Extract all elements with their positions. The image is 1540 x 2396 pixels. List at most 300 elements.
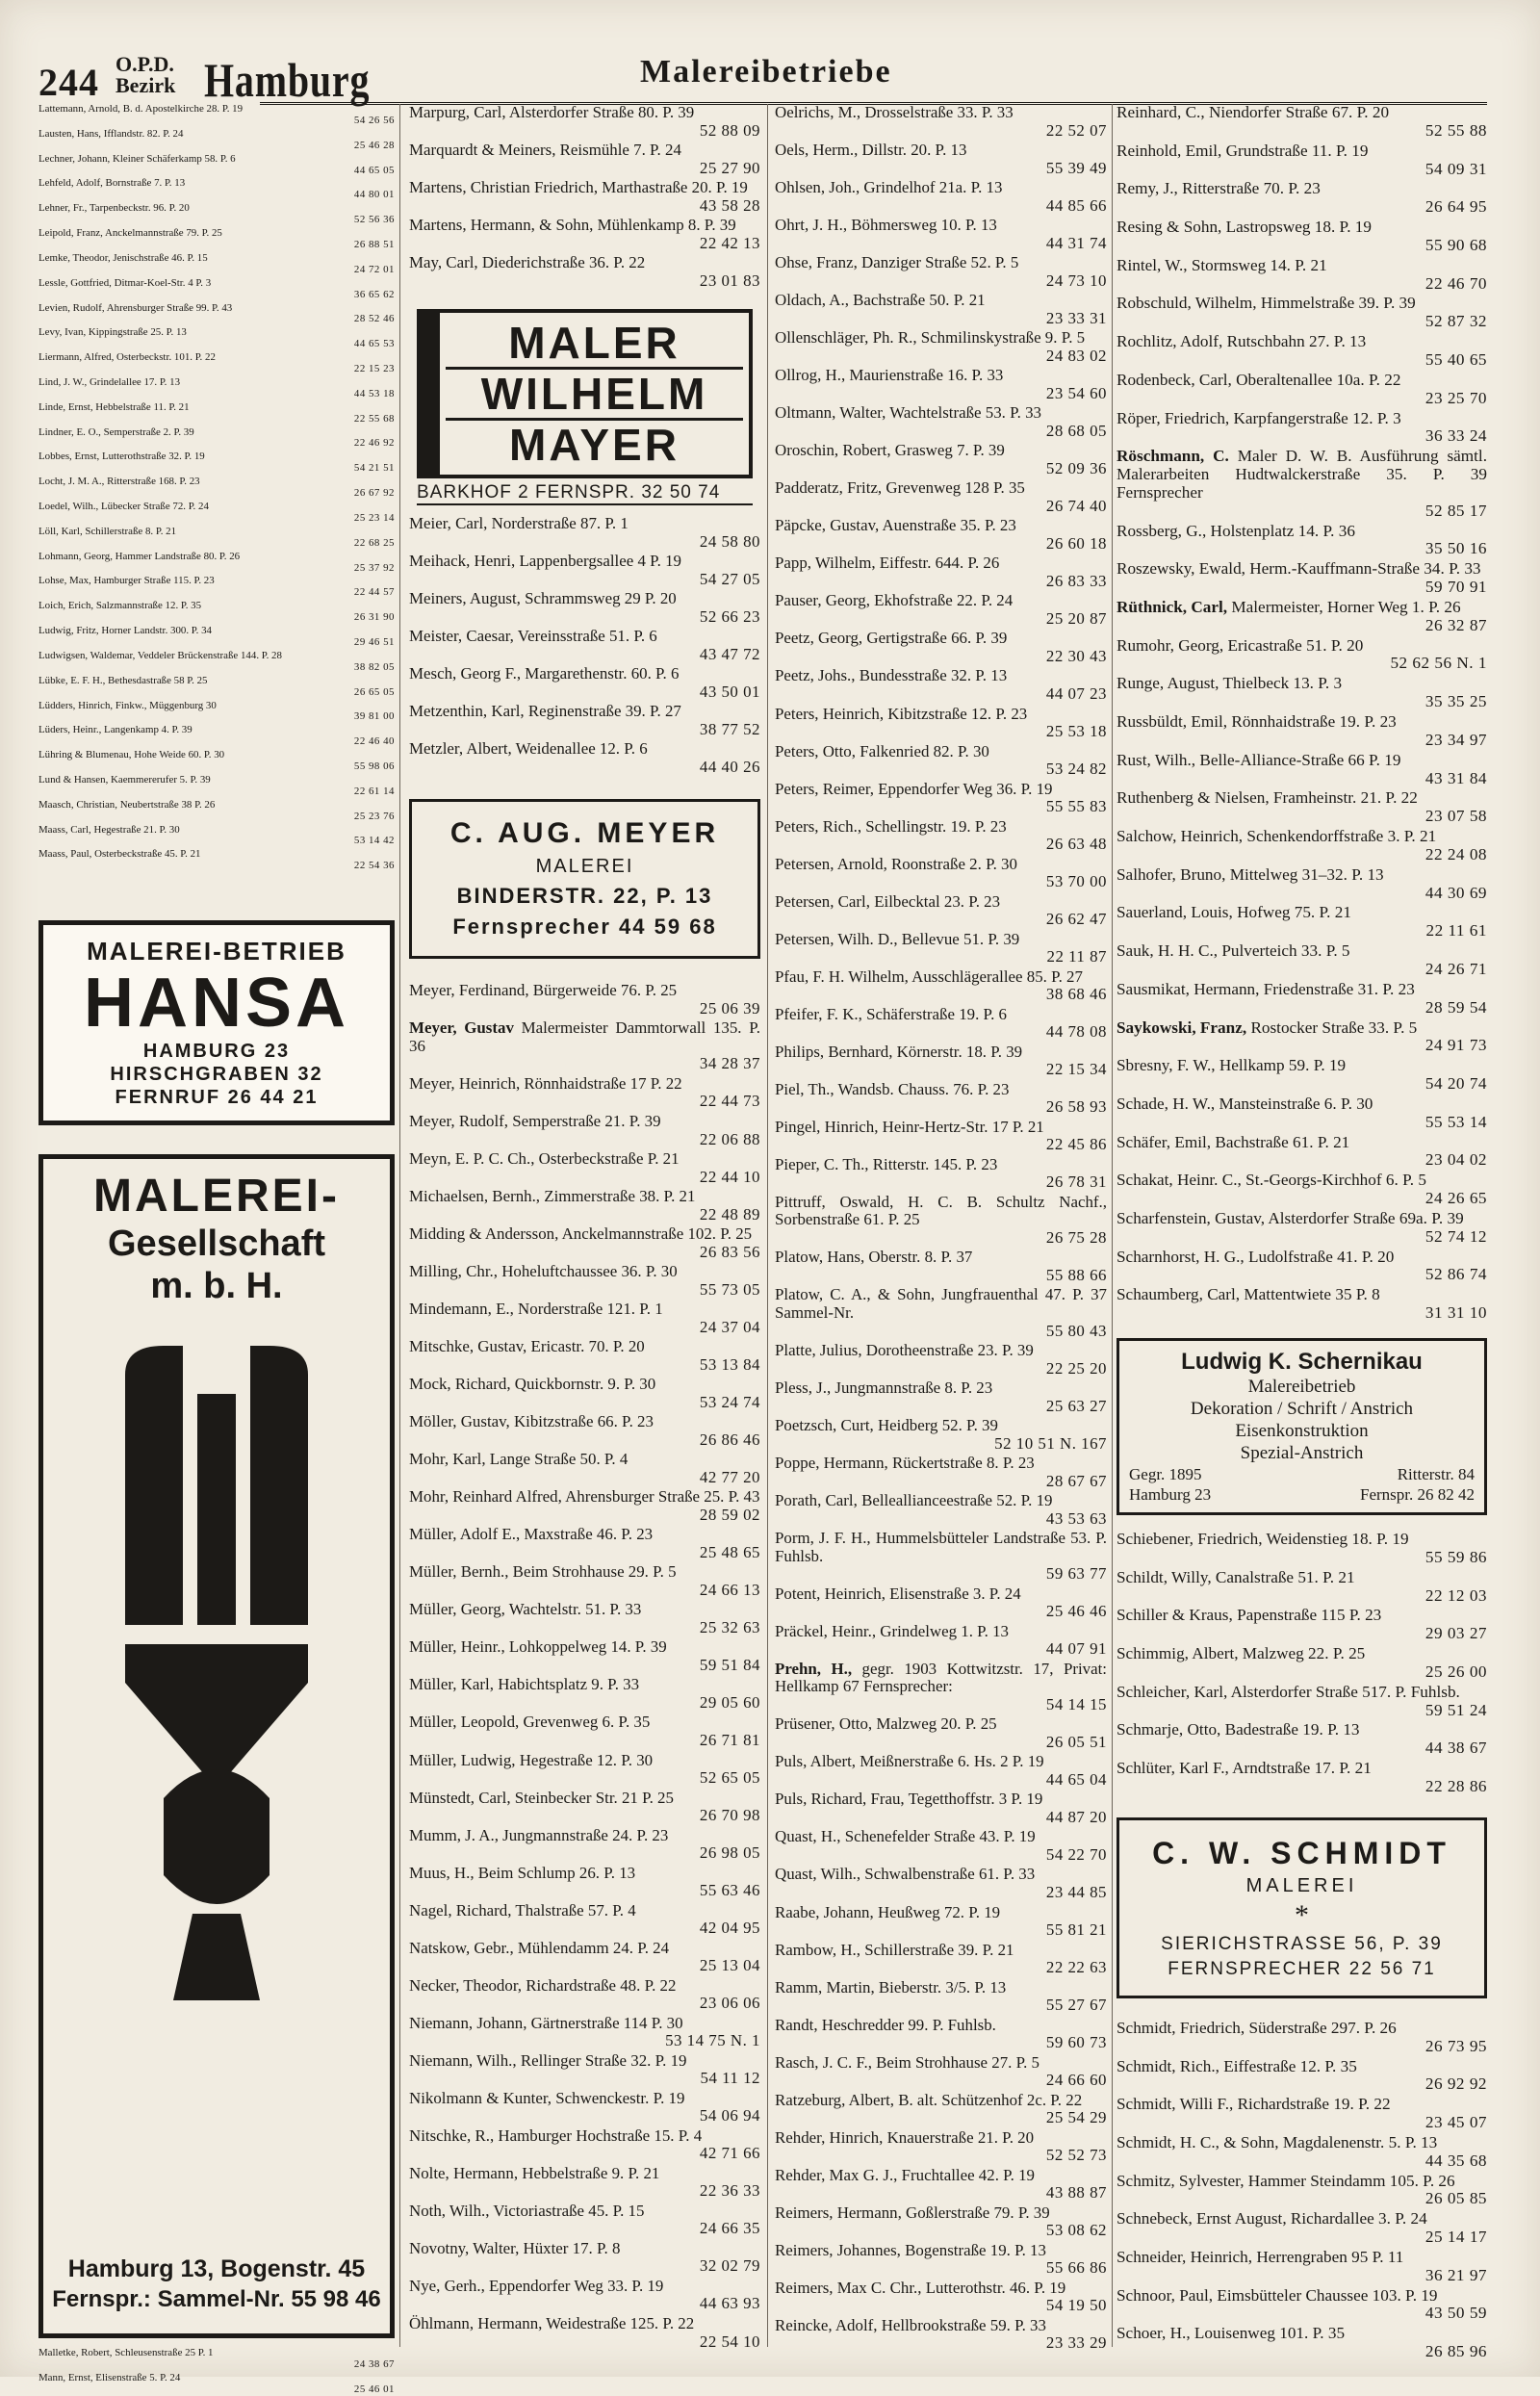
entry-phone: 22 36 33: [699, 2181, 760, 2201]
directory-entry: [409, 1827, 760, 1863]
entry-text: Porath, Carl, Belleallianceestraße 52. P. 19: [775, 1491, 1053, 1510]
entry-text: Locht, J. M. A., Ritterstraße 168. P. 23: [38, 476, 200, 488]
entry-text: Scharfenstein, Gustav, Alsterdorfer Straße 69a. P. 39: [1116, 1208, 1464, 1227]
directory-entry: [1116, 637, 1487, 674]
entry-text: Randt, Heschredder 99. P. Fuhlsb.: [775, 2015, 996, 2034]
entry-text: Meiners, August, Schrammsweg 29 P. 20: [409, 589, 677, 608]
entry-text: Peters, Rich., Schellingstr. 19. P. 23: [775, 816, 1007, 836]
entry-text: Schlüter, Karl F., Arndtstraße 17. P. 21: [1116, 1759, 1372, 1778]
directory-entry: [38, 2348, 395, 2371]
directory-entry: [38, 552, 395, 575]
directory-entry: [38, 651, 395, 674]
entry-phone: 55 88 66: [1045, 1265, 1107, 1284]
directory-entry: [409, 104, 760, 140]
directory-entry: [775, 592, 1107, 628]
entry-text: Pfau, F. H. Wilhelm, Ausschlägerallee 85. P. 27: [775, 966, 1083, 986]
hansa-advertisement: [38, 920, 395, 1125]
entry-phone: 43 50 01: [699, 682, 760, 701]
entry-phone: 52 86 74: [1424, 1265, 1487, 1284]
entry-text: Petersen, Wilh. D., Bellevue 51. P. 39: [775, 929, 1020, 948]
entry-phone: 54 21 51: [353, 462, 395, 475]
entry-phone: 55 59 86: [1424, 1547, 1487, 1566]
entry-text: Loedel, Wilh., Lübecker Straße 72. P. 24: [38, 501, 209, 512]
hansa-name: HANSA: [83, 965, 349, 1043]
cws-phone: FERNSPRECHER 22 56 71: [1168, 1958, 1436, 1979]
directory-entry: [1116, 180, 1487, 217]
cws-name: C. W. SCHMIDT: [1152, 1835, 1451, 1870]
entry-text: Sbresny, F. W., Hellkamp 59. P. 19: [1116, 1056, 1347, 1075]
directory-entry: [775, 2054, 1107, 2090]
entry-phone: 24 26 65: [1424, 1189, 1487, 1208]
entry-phone: 52 55 88: [1424, 120, 1487, 140]
hansa-address: HIRSCHGRABEN 32: [110, 1064, 323, 1086]
wilhelm-word2: WILHELM: [446, 370, 743, 421]
entry-phone: 22 46 40: [353, 735, 395, 748]
entry-text: Linde, Ernst, Hebbelstraße 11. P. 21: [38, 400, 190, 413]
entry-text: Pauser, Georg, Ekhofstraße 22. P. 24: [775, 591, 1014, 610]
entry-text: Ruthenberg & Nielsen, Framheinstr. 21. P. 22: [1116, 788, 1418, 808]
entry-phone: 22 06 88: [699, 1129, 760, 1148]
directory-entry: [409, 2052, 760, 2088]
directory-entry: [1116, 2134, 1487, 2171]
entry-phone: 52 56 36: [353, 214, 395, 226]
column-2: [409, 104, 760, 2381]
directory-entry: [409, 2240, 760, 2276]
entry-phone: 26 65 05: [353, 685, 395, 698]
entry-text: Martens, Christian Friedrich, Marthastraße 20. P. 19: [409, 178, 748, 197]
entry-text: Rambow, H., Schillerstraße 39. P. 21: [775, 1940, 1014, 1959]
directory-entry: [775, 1661, 1107, 1714]
directory-entry: [1116, 560, 1487, 597]
gmbh-line3: m. b. H.: [150, 1266, 283, 1307]
entry-phone: 22 15 34: [1045, 1060, 1107, 1079]
entry-phone: 55 80 43: [1045, 1321, 1107, 1340]
directory-entry: [1116, 1760, 1487, 1796]
entry-phone: 26 64 95: [1424, 197, 1487, 217]
directory-entry: [38, 278, 395, 301]
entry-phone: 26 86 46: [699, 1430, 760, 1449]
entry-text: Lobbes, Ernst, Lutterothstraße 32. P. 19: [38, 451, 205, 463]
entry-text: Mesch, Georg F., Margarethenstr. 60. P. 6: [409, 664, 680, 683]
entry-text: Schleicher, Karl, Alsterdorfer Straße 517. P. Fuhlsb.: [1116, 1682, 1460, 1701]
entry-text: Lehner, Fr., Tarpenbeckstr. 96. P. 20: [38, 202, 190, 215]
schernikau-city: Hamburg 23: [1129, 1485, 1212, 1504]
entry-text: Lemke, Theodor, Jenischstraße 46. P. 15: [38, 251, 208, 264]
entry-text: Päpcke, Gustav, Auenstraße 35. P. 23: [775, 516, 1016, 535]
entry-text: Lüdders, Hinrich, Finkw., Müggenburg 30: [38, 699, 217, 711]
entry-phone: 44 65 04: [1045, 1769, 1107, 1789]
entry-phone: 25 13 04: [699, 1956, 760, 1975]
entry-text: Ollenschläger, Ph. R., Schmilinskystraße 9. P. 5: [775, 328, 1086, 348]
entry-phone: 54 19 50: [1045, 2296, 1107, 2315]
directory-entry: [1116, 1286, 1487, 1323]
entry-phone: 53 24 82: [1045, 760, 1107, 779]
entry-text: Präckel, Heinr., Grindelweg 1. P. 13: [775, 1621, 1009, 1640]
directory-entry: [409, 1488, 760, 1524]
star-icon: *: [1295, 1898, 1309, 1931]
entry-text: Meyn, E. P. C. Ch., Osterbeckstraße P. 21: [409, 1149, 680, 1169]
schernikau-service3: Spezial-Anstrich: [1240, 1443, 1364, 1463]
entry-phone: 54 22 70: [1045, 1844, 1107, 1864]
entry-phone: 22 45 86: [1045, 1135, 1107, 1154]
directory-entry: [1116, 599, 1487, 635]
directory-entry: [775, 2129, 1107, 2165]
directory-entry: [409, 553, 760, 588]
entry-text: Porm, J. F. H., Hummelsbütteler Landstraße 53. P. Fuhlsb.: [775, 1529, 1107, 1565]
entry-text: Platow, C. A., & Sohn, Jungfrauenthal 47. P. 37 Sammel-Nr.: [775, 1285, 1107, 1322]
directory-entry: [775, 1286, 1107, 1340]
entry-text: Natskow, Gebr., Mühlendamm 24. P. 24: [409, 1938, 670, 1957]
directory-entry: [409, 2315, 760, 2351]
entry-phone: 36 33 24: [1424, 426, 1487, 446]
entry-list: [1116, 2020, 1487, 2361]
entry-phone: 26 98 05: [699, 1843, 760, 1863]
entry-text: Oelrichs, M., Drosselstraße 33. P. 33: [775, 103, 1014, 121]
directory-entry: [409, 982, 760, 1018]
entry-text: Petersen, Arnold, Roonstraße 2. P. 30: [775, 854, 1017, 873]
entry-phone: 53 14 42: [353, 835, 395, 847]
hansa-phone: FERNRUF 26 44 21: [115, 1087, 319, 1109]
entry-phone: 59 70 91: [1424, 578, 1487, 597]
entry-phone: 26 31 90: [353, 611, 395, 624]
entry-text: Lüders, Heinr., Langenkamp 4. P. 39: [38, 724, 192, 736]
directory-entry: [1116, 219, 1487, 255]
schernikau-name: Ludwig K. Schernikau: [1181, 1349, 1423, 1375]
entry-text: Pieper, C. Th., Ritterstr. 145. P. 23: [775, 1154, 998, 1173]
entry-phone: 23 45 07: [1424, 2113, 1487, 2132]
entry-phone: 26 62 47: [1045, 910, 1107, 929]
entry-text: Rehder, Max G. J., Fruchtallee 42. P. 19: [775, 2165, 1036, 2184]
section-title: Malereibetriebe: [640, 54, 892, 90]
directory-entry: [1116, 675, 1487, 711]
entry-text: Liermann, Alfred, Osterbeckstr. 101. P. 22: [38, 351, 216, 364]
entry-phone: 44 85 66: [1045, 195, 1107, 215]
entry-text: Mohr, Karl, Lange Straße 50. P. 4: [409, 1450, 629, 1469]
entry-phone: 22 44 73: [699, 1092, 760, 1111]
directory-entry: [38, 451, 395, 475]
directory-entry: [409, 1638, 760, 1674]
entry-phone: 44 40 26: [699, 757, 760, 776]
directory-entry: [409, 1075, 760, 1111]
entry-phone: 25 46 46: [1045, 1602, 1107, 1621]
directory-entry: [775, 1249, 1107, 1284]
entry-phone: 23 54 60: [1045, 383, 1107, 402]
entry-text: Maass, Paul, Osterbeckstraße 45. P. 21: [38, 848, 201, 861]
column-divider: [1112, 104, 1113, 2347]
directory-entry: [775, 442, 1107, 477]
directory-entry: [409, 703, 760, 738]
entry-text: Meister, Caesar, Vereinsstraße 51. P. 6: [409, 627, 657, 646]
entry-text: Levien, Rudolf, Ahrensburger Straße 99. P. 43: [38, 301, 233, 314]
directory-entry: [409, 2278, 760, 2313]
entry-text: Platte, Julius, Dorotheenstraße 23. P. 39: [775, 1341, 1034, 1360]
entry-list: [38, 2348, 395, 2396]
directory-entry: [775, 2242, 1107, 2278]
entry-text: Müller, Heinr., Lohkoppelweg 14. P. 39: [409, 1637, 667, 1657]
entry-phone: 55 39 49: [1045, 158, 1107, 177]
entry-text: Novotny, Walter, Hüxter 17. P. 8: [409, 2238, 621, 2257]
cw-schmidt-advertisement: [1116, 1817, 1487, 1998]
directory-entry: [775, 1791, 1107, 1826]
directory-entry: [1116, 1721, 1487, 1758]
entry-text: Rossberg, G., Holstenplatz 14. P. 36: [1116, 521, 1355, 540]
directory-entry: [775, 292, 1107, 327]
entry-phone: 26 71 81: [699, 1731, 760, 1749]
directory-entry: [38, 327, 395, 350]
directory-entry: [409, 254, 760, 290]
schernikau-trade: Malereibetrieb: [1247, 1377, 1356, 1397]
entry-text: May, Carl, Diederichstraße 36. P. 22: [409, 253, 646, 272]
entry-text: Sauerland, Louis, Hofweg 75. P. 21: [1116, 903, 1351, 922]
entry-phone: 22 12 03: [1424, 1585, 1487, 1605]
entry-phone: 24 58 80: [699, 531, 760, 551]
entry-text: Nolte, Hermann, Hebbelstraße 9. P. 21: [409, 2163, 660, 2182]
entry-phone: 25 37 92: [353, 561, 395, 574]
directory-entry: [38, 825, 395, 848]
entry-text: Schiebener, Friedrich, Weidenstieg 18. P. 19: [1116, 1530, 1409, 1548]
directory-entry: [1116, 752, 1487, 788]
entry-text: Schildt, Willy, Canalstraße 51. P. 21: [1116, 1567, 1355, 1586]
entry-text: Nitschke, R., Hamburger Hochstraße 15. P. 4: [409, 2125, 703, 2145]
entry-text: Lühring & Blumenau, Hohe Weide 60. P. 30: [38, 749, 225, 761]
directory-entry: [1116, 789, 1487, 826]
directory-entry: [1116, 104, 1487, 141]
directory-entry: [775, 554, 1107, 590]
directory-entry: [775, 743, 1107, 779]
entry-text: Russbüldt, Emil, Rönnhaidstraße 19. P. 23: [1116, 712, 1397, 731]
entry-text: Mindemann, E., Norderstraße 121. P. 1: [409, 1300, 663, 1319]
entry-text: Necker, Theodor, Richardstraße 48. P. 22: [409, 1975, 677, 1995]
entry-phone: 38 82 05: [353, 660, 395, 673]
entry-text: Puls, Albert, Meißnerstraße 6. Hs. 2 P. 19: [775, 1752, 1044, 1771]
directory-entry: [775, 479, 1107, 515]
entry-text: Leipold, Franz, Anckelmannstraße 79. P. 25: [38, 227, 222, 240]
entry-text: Schmidt, Rich., Eiffestraße 12. P. 35: [1116, 2056, 1357, 2075]
directory-entry: [409, 1563, 760, 1599]
entry-phone: 22 22 63: [1045, 1958, 1107, 1977]
directory-entry: [38, 2373, 395, 2396]
directory-entry: [409, 1451, 760, 1486]
directory-entry: [775, 142, 1107, 177]
entry-list: [1116, 1531, 1487, 1796]
entry-phone: 52 09 36: [1045, 458, 1107, 477]
directory-entry: [1116, 828, 1487, 864]
entry-phone: 44 65 53: [353, 338, 395, 350]
entry-phone: 22 46 70: [1424, 273, 1487, 293]
entry-text: Remy, J., Ritterstraße 70. P. 23: [1116, 179, 1321, 198]
entry-text: Löll, Karl, Schillerstraße 8. P. 21: [38, 525, 177, 537]
directory-entry: [775, 1828, 1107, 1864]
directory-entry: [1116, 372, 1487, 408]
entry-text: Prüsener, Otto, Malzweg 20. P. 25: [775, 1714, 997, 1734]
entry-text: Lessle, Gottfried, Ditmar-Koel-Str. 4 P. 3: [38, 276, 212, 289]
entry-phone: 54 06 94: [699, 2106, 760, 2125]
gmbh-address: Hamburg 13, Bogenstr. 45: [67, 2255, 366, 2283]
entry-text: Runge, August, Thielbeck 13. P. 3: [1116, 674, 1343, 693]
entry-text: Saykowski, Franz, Rostocker Straße 33. P. 5: [1116, 1018, 1418, 1037]
directory-entry: [409, 628, 760, 663]
directory-entry: [409, 1940, 760, 1975]
entry-phone: 26 92 92: [1424, 2074, 1487, 2094]
directory-entry: [775, 2092, 1107, 2127]
directory-entry: [38, 104, 395, 127]
entry-phone: 25 63 27: [1045, 1396, 1107, 1415]
entry-phone: 25 32 63: [699, 1617, 760, 1636]
entry-phone: 24 66 13: [699, 1580, 760, 1599]
entry-phone: 23 04 02: [1424, 1150, 1487, 1170]
entry-text: Milling, Chr., Hoheluftchaussee 36. P. 30: [409, 1262, 678, 1281]
entry-text: Platow, Hans, Oberstr. 8. P. 37: [775, 1248, 973, 1267]
entry-phone: 28 59 54: [1424, 997, 1487, 1017]
entry-text: Pittruff, Oswald, H. C. B. Schultz Nachf., Sorbenstraße 61. P. 25: [775, 1192, 1107, 1229]
directory-entry: [409, 1225, 760, 1261]
entry-text: Oroschin, Robert, Grasweg 7. P. 39: [775, 441, 1005, 460]
entry-phone: 55 98 06: [353, 760, 395, 773]
directory-entry: [409, 1113, 760, 1148]
entry-phone: 39 81 00: [353, 710, 395, 723]
entry-text: Röper, Friedrich, Karpfangerstraße 12. P. 3: [1116, 408, 1401, 427]
entry-text: Meyer, Ferdinand, Bürgerweide 76. P. 25: [409, 981, 678, 1000]
directory-entry: [409, 1977, 760, 2013]
entry-text: Oels, Herm., Dillstr. 20. P. 13: [775, 141, 967, 160]
entry-phone: 52 74 12: [1424, 1226, 1487, 1246]
directory-entry: [775, 1379, 1107, 1415]
directory-entry: [1116, 1134, 1487, 1171]
entry-phone: 26 05 85: [1424, 2189, 1487, 2208]
entry-phone: 22 52 07: [1045, 120, 1107, 140]
directory-entry: [38, 527, 395, 550]
entry-phone: 22 54 10: [699, 2332, 760, 2351]
directory-entry: [409, 665, 760, 701]
directory-entry: [38, 502, 395, 525]
entry-text: Müller, Leopold, Grevenweg 6. P. 35: [409, 1713, 651, 1732]
directory-entry: [775, 2167, 1107, 2203]
directory-entry: [38, 601, 395, 624]
entry-text: Schmidt, Friedrich, Süderstraße 297. P. 26: [1116, 2018, 1397, 2037]
directory-entry: [409, 1902, 760, 1938]
directory-entry: [775, 893, 1107, 929]
directory-entry: [775, 1585, 1107, 1621]
entry-phone: 42 04 95: [699, 1919, 760, 1938]
directory-entry: [775, 931, 1107, 966]
directory-entry: [409, 2015, 760, 2050]
column-4: [1116, 104, 1487, 2381]
directory-entry: [409, 1526, 760, 1561]
entry-phone: 26 83 56: [699, 1242, 760, 1261]
entry-text: Reimers, Hermann, Goßlerstraße 79. P. 39: [775, 2203, 1050, 2222]
directory-entry: [38, 352, 395, 375]
entry-text: Müller, Adolf E., Maxstraße 46. P. 23: [409, 1525, 654, 1544]
schernikau-row2: [1129, 1484, 1475, 1505]
entry-phone: 25 27 90: [699, 158, 760, 177]
entry-list: [409, 982, 760, 2351]
directory-entry: [775, 404, 1107, 440]
entry-phone: 22 44 10: [699, 1167, 760, 1186]
directory-entry: [775, 1623, 1107, 1659]
entry-phone: 23 25 70: [1424, 388, 1487, 407]
directory-entry: [409, 1601, 760, 1636]
entry-phone: 52 62 56 N. 1: [1390, 654, 1487, 673]
directory-entry: [38, 849, 395, 872]
entry-text: Meihack, Henri, Lappenbergsallee 4 P. 19: [409, 552, 681, 571]
entry-phone: 59 51 24: [1424, 1700, 1487, 1719]
directory-entry: [775, 1417, 1107, 1453]
wilhelm-word3: MAYER: [509, 420, 680, 471]
column-divider: [767, 104, 768, 2347]
entry-text: Pless, J., Jungmannstraße 8. P. 23: [775, 1378, 993, 1398]
schernikau-services: Dekoration / Schrift / Anstrich: [1190, 1399, 1414, 1419]
directory-entry: [409, 142, 760, 177]
gmbh-phone: Fernspr.: Sammel-Nr. 55 98 46: [52, 2286, 381, 2313]
entry-text: Maass, Carl, Hegestraße 21. P. 30: [38, 823, 180, 836]
entry-phone: 54 11 12: [700, 2069, 760, 2088]
entry-phone: 26 85 96: [1424, 2342, 1487, 2361]
entry-phone: 44 65 05: [353, 164, 395, 176]
entry-text: Poppe, Hermann, Rückertstraße 8. P. 23: [775, 1454, 1035, 1473]
page-number: 244: [38, 61, 99, 104]
entry-phone: 22 44 57: [353, 586, 395, 599]
entry-text: Salhofer, Bruno, Mittelweg 31–32. P. 13: [1116, 864, 1384, 884]
entry-list: [409, 104, 760, 290]
entry-phone: 26 74 40: [1045, 496, 1107, 515]
entry-list: [1116, 104, 1487, 1323]
entry-text: Mock, Richard, Quickbornstr. 9. P. 30: [409, 1375, 656, 1394]
entry-phone: 24 72 01: [353, 263, 395, 275]
entry-text: Reinhold, Emil, Grundstraße 11. P. 19: [1116, 141, 1369, 160]
entry-phone: 28 68 05: [1045, 421, 1107, 440]
entry-phone: 22 46 92: [353, 437, 395, 450]
entry-text: Pingel, Hinrich, Heinr-Hertz-Str. 17 P. 21: [775, 1117, 1044, 1136]
entry-phone: 59 51 84: [699, 1655, 760, 1674]
entry-phone: 54 26 56: [353, 114, 395, 126]
entry-phone: 44 87 20: [1045, 1807, 1107, 1826]
entry-text: Rehder, Hinrich, Knauerstraße 21. P. 20: [775, 2127, 1035, 2147]
entry-phone: 29 05 60: [699, 1692, 760, 1712]
entry-phone: 24 66 60: [1045, 2071, 1107, 2090]
directory-entry: [409, 1752, 760, 1788]
directory-entry: [775, 1753, 1107, 1789]
entry-phone: 44 78 08: [1045, 1022, 1107, 1042]
entry-phone: 44 53 18: [353, 387, 395, 399]
entry-phone: 22 15 23: [353, 363, 395, 375]
column-1: [38, 103, 395, 2395]
entry-phone: 25 54 29: [1045, 2108, 1107, 2127]
directory-entry: [1116, 1210, 1487, 1247]
directory-entry: [409, 217, 760, 252]
directory-entry: [775, 1904, 1107, 1940]
entry-text: Lund & Hansen, Kaemmererufer 5. P. 39: [38, 773, 211, 786]
directory-entry: [1116, 448, 1487, 520]
decorative-bar: [421, 313, 440, 475]
directory-entry: [1116, 1531, 1487, 1567]
entry-text: Quast, H., Schenefelder Straße 43. P. 19: [775, 1827, 1036, 1846]
entry-phone: 25 46 01: [353, 2383, 395, 2395]
directory-entry: [775, 2017, 1107, 2052]
aug-phone: Fernsprecher 44 59 68: [452, 915, 717, 940]
entry-text: Öhlmann, Hermann, Weidestraße 125. P. 22: [409, 2313, 695, 2332]
entry-phone: 25 14 17: [1424, 2228, 1487, 2247]
entry-phone: 54 27 05: [699, 569, 760, 588]
entry-phone: 28 52 46: [353, 313, 395, 325]
entry-text: Schneider, Heinrich, Herrengraben 95 P. 11: [1116, 2247, 1404, 2266]
entry-phone: 55 27 67: [1045, 1996, 1107, 2015]
entry-phone: 28 67 67: [1045, 1471, 1107, 1490]
entry-text: Nagel, Richard, Thalstraße 57. P. 4: [409, 1900, 636, 1919]
hansa-city: HAMBURG 23: [142, 1041, 291, 1063]
directory-entry: [1116, 2325, 1487, 2361]
entry-text: Peetz, Georg, Gertigstraße 66. P. 39: [775, 629, 1008, 648]
schernikau-phone: Fernspr. 26 82 42: [1360, 1485, 1475, 1504]
